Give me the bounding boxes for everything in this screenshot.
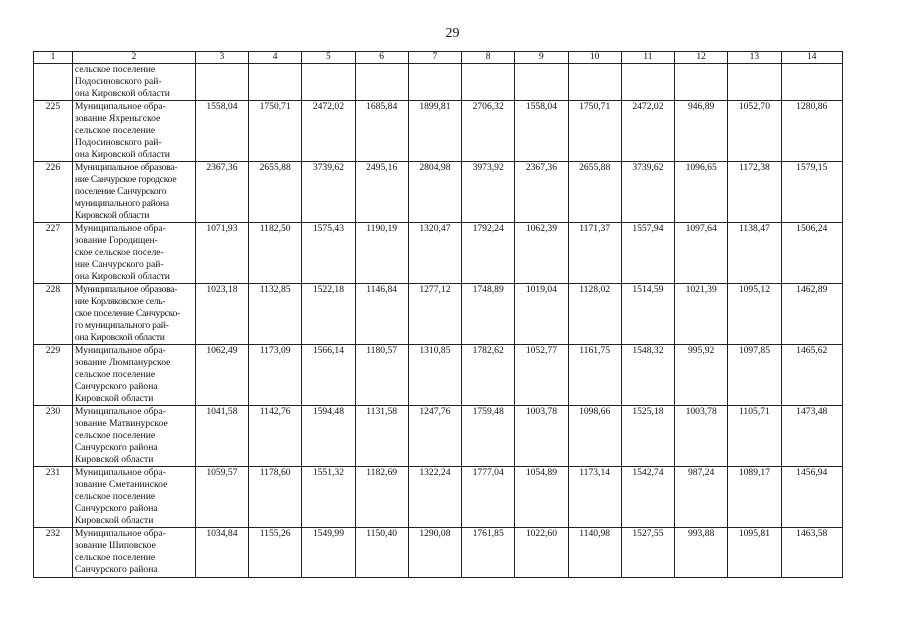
value-cell: 1548,32 — [621, 345, 674, 406]
entity-name-line: сельское поселение — [74, 430, 156, 441]
entity-name-line: Санчурского района — [74, 442, 158, 453]
value-cell: 1132,85 — [249, 284, 302, 345]
empty-cell — [195, 64, 248, 101]
entity-name-line: сельское поселение — [74, 491, 156, 502]
value-cell: 1041,58 — [195, 406, 248, 467]
entity-name-line: зование Сметанинское — [74, 479, 168, 490]
value-cell: 1782,62 — [462, 345, 515, 406]
value-cell: 1566,14 — [302, 345, 355, 406]
row-number: 231 — [34, 467, 73, 528]
value-cell: 1558,04 — [195, 101, 248, 162]
value-cell: 1062,49 — [195, 345, 248, 406]
column-header-12: 12 — [675, 52, 728, 64]
entity-name-line: Муниципальное обра- — [74, 406, 166, 417]
entity-name-line: ние Санчурское городское — [74, 174, 177, 185]
empty-cell — [249, 64, 302, 101]
value-cell: 1003,78 — [515, 406, 568, 467]
value-cell: 1465,62 — [781, 345, 842, 406]
row-number: 225 — [34, 101, 73, 162]
value-cell: 1021,39 — [675, 284, 728, 345]
entity-name-line: ское поселение Санчурско- — [74, 308, 181, 319]
column-header-4: 4 — [249, 52, 302, 64]
column-header-7: 7 — [408, 52, 461, 64]
value-cell: 1105,71 — [728, 406, 781, 467]
value-cell: 1182,50 — [249, 223, 302, 284]
entity-name-line: она Кировской области — [74, 271, 170, 282]
row-number: 230 — [34, 406, 73, 467]
entity-name — [72, 162, 195, 223]
value-cell: 1579,15 — [781, 162, 842, 223]
value-cell: 1003,78 — [675, 406, 728, 467]
table-row — [34, 284, 843, 345]
value-cell: 1792,24 — [462, 223, 515, 284]
data-table — [33, 51, 843, 578]
value-cell: 2472,02 — [302, 101, 355, 162]
value-cell: 1761,85 — [462, 528, 515, 578]
value-cell: 2706,32 — [462, 101, 515, 162]
entity-name — [72, 223, 195, 284]
value-cell: 1310,85 — [408, 345, 461, 406]
value-cell: 1097,85 — [728, 345, 781, 406]
value-cell: 1575,43 — [302, 223, 355, 284]
value-cell: 3973,92 — [462, 162, 515, 223]
value-cell: 1052,70 — [728, 101, 781, 162]
empty-cell — [302, 64, 355, 101]
value-cell: 1290,08 — [408, 528, 461, 578]
entity-name-line: сельское поселение — [74, 552, 156, 563]
row-number: 229 — [34, 345, 73, 406]
entity-name-line: она Кировской области — [74, 88, 170, 99]
table-row — [34, 162, 843, 223]
entity-name-line: го муниципального рай- — [74, 320, 169, 331]
value-cell: 1172,38 — [728, 162, 781, 223]
table-row — [34, 467, 843, 528]
value-cell: 1750,71 — [249, 101, 302, 162]
entity-name — [72, 528, 195, 578]
entity-name — [72, 345, 195, 406]
entity-name-line: Кировской области — [74, 454, 154, 465]
empty-cell — [568, 64, 621, 101]
value-cell: 1899,81 — [408, 101, 461, 162]
entity-name-line: зование Люмпанурское — [74, 357, 171, 368]
entity-name-line: Муниципальное обра- — [74, 223, 166, 234]
empty-cell — [408, 64, 461, 101]
value-cell: 1280,86 — [781, 101, 842, 162]
value-cell: 2804,98 — [408, 162, 461, 223]
entity-name-line: сельское поселение — [74, 125, 156, 136]
value-cell: 1542,74 — [621, 467, 674, 528]
entity-name-line: Санчурского района — [74, 564, 158, 575]
value-cell: 993,88 — [675, 528, 728, 578]
value-cell: 3739,62 — [621, 162, 674, 223]
column-header-9: 9 — [515, 52, 568, 64]
value-cell: 1173,09 — [249, 345, 302, 406]
column-header-1: 1 — [34, 52, 73, 64]
entity-name-line: Кировской области — [74, 393, 154, 404]
value-cell: 1748,89 — [462, 284, 515, 345]
value-cell: 2472,02 — [621, 101, 674, 162]
entity-name-line: сельское поселение — [74, 64, 156, 75]
value-cell: 1527,55 — [621, 528, 674, 578]
entity-name-line: Санчурского района — [74, 503, 158, 514]
value-cell: 987,24 — [675, 467, 728, 528]
table-row — [34, 345, 843, 406]
value-cell: 1140,98 — [568, 528, 621, 578]
column-header-10: 10 — [568, 52, 621, 64]
value-cell: 1557,94 — [621, 223, 674, 284]
column-header-2: 2 — [72, 52, 195, 64]
column-header-6: 6 — [355, 52, 408, 64]
entity-name-line: сельское поселение — [74, 369, 156, 380]
row-number: 227 — [34, 223, 73, 284]
value-cell: 1138,47 — [728, 223, 781, 284]
entity-name-line: Муниципальное образова- — [74, 162, 178, 173]
table-row — [34, 406, 843, 467]
value-cell: 1023,18 — [195, 284, 248, 345]
entity-name-line: зование Матвинурское — [74, 418, 168, 429]
row-number: 232 — [34, 528, 73, 578]
value-cell: 1462,89 — [781, 284, 842, 345]
value-cell: 2495,16 — [355, 162, 408, 223]
column-header-5: 5 — [302, 52, 355, 64]
value-cell: 1089,17 — [728, 467, 781, 528]
value-cell: 1071,93 — [195, 223, 248, 284]
value-cell: 1180,57 — [355, 345, 408, 406]
value-cell: 1178,60 — [249, 467, 302, 528]
value-cell: 1096,65 — [675, 162, 728, 223]
table-row — [34, 528, 843, 578]
value-cell: 1456,94 — [781, 467, 842, 528]
value-cell: 1173,14 — [568, 467, 621, 528]
value-cell: 1098,66 — [568, 406, 621, 467]
value-cell: 1022,60 — [515, 528, 568, 578]
page-number: 29 — [445, 26, 460, 41]
entity-name-line: ское сельское поселе- — [74, 247, 164, 258]
empty-cell — [355, 64, 408, 101]
value-cell: 1322,24 — [408, 467, 461, 528]
table-row — [34, 101, 843, 162]
value-cell: 1277,12 — [408, 284, 461, 345]
value-cell: 1095,81 — [728, 528, 781, 578]
value-cell: 1558,04 — [515, 101, 568, 162]
entity-name-line: зование Шиповское — [74, 540, 156, 551]
value-cell: 1473,48 — [781, 406, 842, 467]
value-cell: 1190,19 — [355, 223, 408, 284]
value-cell: 1522,18 — [302, 284, 355, 345]
value-cell: 946,89 — [675, 101, 728, 162]
column-header-14: 14 — [781, 52, 842, 64]
column-header-13: 13 — [728, 52, 781, 64]
value-cell: 2655,88 — [249, 162, 302, 223]
value-cell: 1320,47 — [408, 223, 461, 284]
value-cell: 1155,26 — [249, 528, 302, 578]
entity-name-line: зование Яхреньгское — [74, 113, 161, 124]
value-cell: 1549,99 — [302, 528, 355, 578]
entity-name-line: Кировской области — [74, 210, 150, 221]
value-cell: 1551,32 — [302, 467, 355, 528]
row-number: 228 — [34, 284, 73, 345]
value-cell: 1095,12 — [728, 284, 781, 345]
value-cell: 1182,69 — [355, 467, 408, 528]
entity-name — [72, 406, 195, 467]
entity-name-line: ние Корляковское сель- — [74, 296, 166, 307]
entity-name — [72, 64, 195, 101]
header-row — [34, 52, 843, 64]
entity-name — [72, 467, 195, 528]
entity-name-line: она Кировской области — [74, 149, 170, 160]
entity-name-line: она Кировской области — [74, 332, 165, 343]
value-cell: 995,92 — [675, 345, 728, 406]
value-cell: 1062,39 — [515, 223, 568, 284]
value-cell: 1777,04 — [462, 467, 515, 528]
entity-name-line: Муниципальное обра- — [74, 345, 166, 356]
value-cell: 1506,24 — [781, 223, 842, 284]
value-cell: 1059,57 — [195, 467, 248, 528]
value-cell: 1463,58 — [781, 528, 842, 578]
column-header-8: 8 — [462, 52, 515, 64]
entity-name-line: Муниципальное обра- — [74, 467, 166, 478]
entity-name-line: Подосиновского рай- — [74, 137, 162, 148]
table-row — [34, 223, 843, 284]
value-cell: 1161,75 — [568, 345, 621, 406]
value-cell: 1171,37 — [568, 223, 621, 284]
entity-name-line: Подосиновского рай- — [74, 76, 162, 87]
value-cell: 1146,84 — [355, 284, 408, 345]
empty-cell — [781, 64, 842, 101]
value-cell: 1759,48 — [462, 406, 515, 467]
value-cell: 1150,40 — [355, 528, 408, 578]
entity-name-line: ние Санчурского рай- — [74, 259, 164, 270]
column-header-11: 11 — [621, 52, 674, 64]
value-cell: 1685,84 — [355, 101, 408, 162]
value-cell: 1750,71 — [568, 101, 621, 162]
value-cell: 2367,36 — [515, 162, 568, 223]
empty-cell — [462, 64, 515, 101]
value-cell: 3739,62 — [302, 162, 355, 223]
entity-name-line: Муниципальное обра- — [74, 528, 166, 539]
value-cell: 1128,02 — [568, 284, 621, 345]
value-cell: 1247,76 — [408, 406, 461, 467]
entity-name-line: Кировской области — [74, 515, 154, 526]
entity-name-line: Санчурского района — [74, 381, 158, 392]
entity-name-line: муниципального района — [74, 198, 169, 209]
empty-cell — [621, 64, 674, 101]
entity-name-line: зование Городищен- — [74, 235, 158, 246]
value-cell: 1594,48 — [302, 406, 355, 467]
value-cell: 1514,59 — [621, 284, 674, 345]
column-header-3: 3 — [195, 52, 248, 64]
entity-name-line: поселение Санчурского — [74, 186, 167, 197]
entity-name-line: Муниципальное образова- — [74, 284, 178, 295]
value-cell: 2655,88 — [568, 162, 621, 223]
empty-cell — [515, 64, 568, 101]
continuation-row — [34, 64, 843, 101]
value-cell: 1054,89 — [515, 467, 568, 528]
entity-name — [72, 101, 195, 162]
value-cell: 1131,58 — [355, 406, 408, 467]
entity-name-line: Муниципальное обра- — [74, 101, 166, 112]
value-cell: 2367,36 — [195, 162, 248, 223]
entity-name — [72, 284, 195, 345]
value-cell: 1097,64 — [675, 223, 728, 284]
value-cell: 1019,04 — [515, 284, 568, 345]
row-number: 226 — [34, 162, 73, 223]
value-cell: 1052,77 — [515, 345, 568, 406]
value-cell: 1034,84 — [195, 528, 248, 578]
empty-cell — [728, 64, 781, 101]
empty-cell — [675, 64, 728, 101]
value-cell: 1525,18 — [621, 406, 674, 467]
value-cell: 1142,76 — [249, 406, 302, 467]
row-number — [34, 64, 73, 101]
